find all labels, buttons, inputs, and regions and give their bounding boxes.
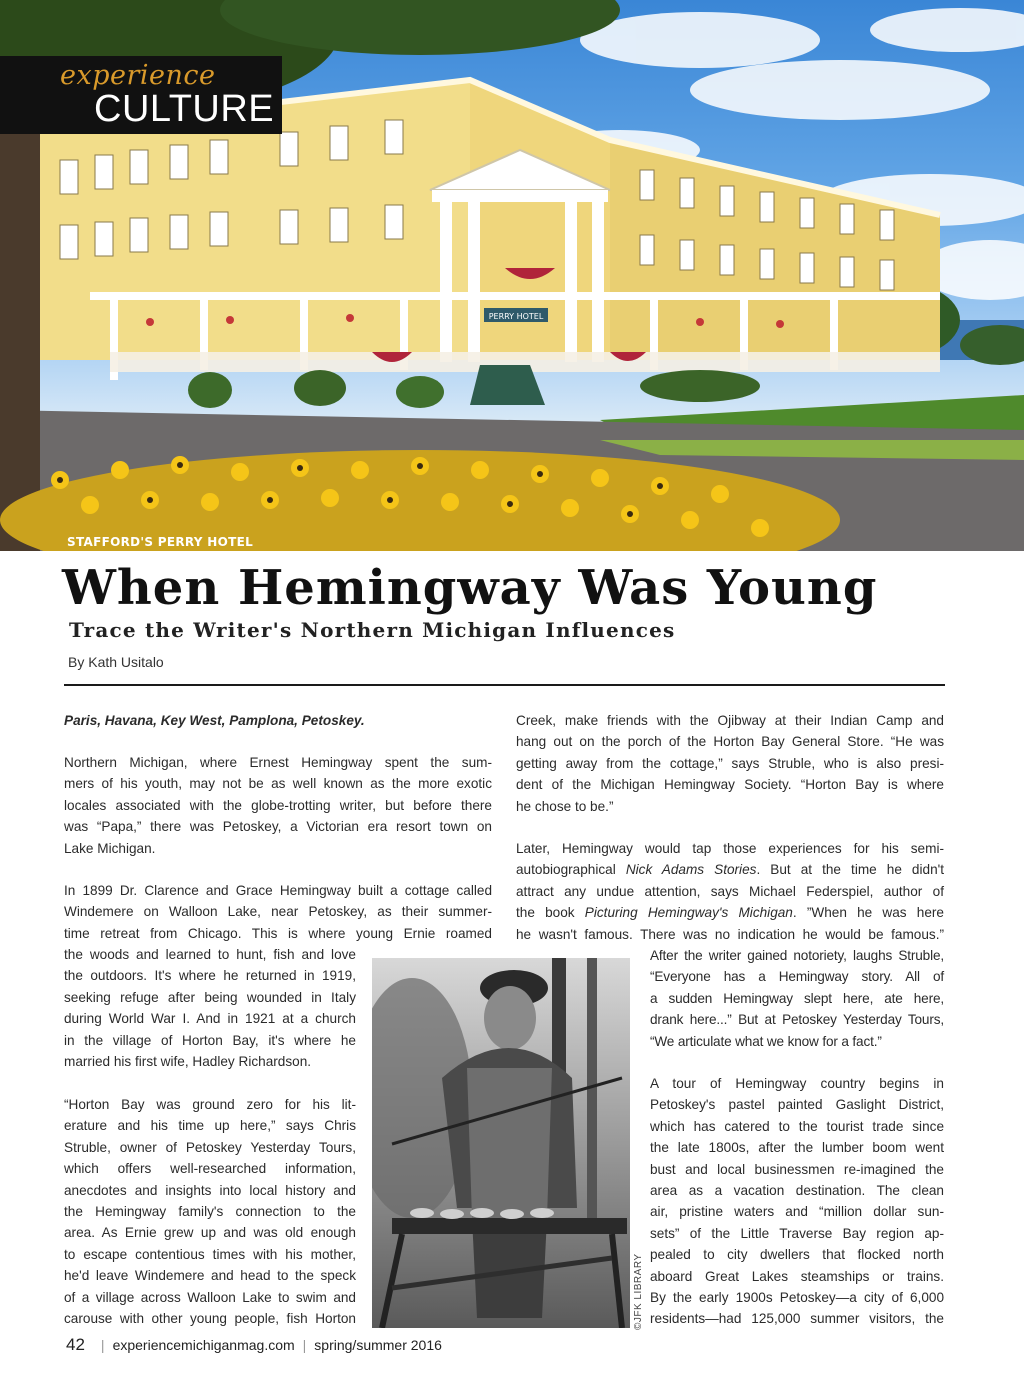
book-title: Nick Adams Stories bbox=[625, 862, 757, 878]
text-line: he'd leave Windemere and head to the speck bbox=[64, 1268, 356, 1284]
text-line: Creek, make friends with the Ojibway at their Indian Camp and bbox=[516, 713, 944, 728]
kicker-script: experience bbox=[60, 60, 216, 91]
text-line: “We articulate what we know for a fact.” bbox=[650, 1033, 882, 1049]
text-run: . ”When he was here bbox=[792, 905, 944, 921]
text-line: in the village of Horton Bay, it's where he bbox=[64, 1032, 356, 1048]
book-title: Picturing Hemingway's Michigan bbox=[584, 905, 793, 921]
text-line: Windemere on Walloon Lake, near Petoskey, as their summer- bbox=[64, 904, 492, 920]
text-run: . But at the time he didn't bbox=[756, 862, 944, 878]
col2-paragraph-1 bbox=[516, 710, 944, 817]
footer-divider: | bbox=[100, 1337, 105, 1353]
photo-caption: STAFFORD'S PERRY HOTEL bbox=[67, 535, 254, 549]
text-line: anecdotes and insights into local history and bbox=[64, 1182, 356, 1198]
text-line: drank here...” But at Petoskey Yesterday Tours, bbox=[650, 1012, 944, 1028]
text-line: dent of the Michigan Hemingway Society. “Horton Bay is where bbox=[516, 777, 944, 793]
footer-issue: spring/summer 2016 bbox=[314, 1337, 442, 1353]
hero-photo bbox=[0, 0, 1024, 551]
text-line: the late 1800s, after the lumber boom went bbox=[650, 1140, 944, 1156]
article-subtitle: Trace the Writer's Northern Michigan Influences bbox=[69, 618, 676, 642]
text-line: the woods and learned to hunt, fish and love bbox=[64, 947, 356, 962]
col1-paragraph-2-wrap bbox=[64, 944, 356, 1072]
text-line: Struble, owner of Petoskey Yesterday Tours, bbox=[64, 1139, 356, 1155]
text-line: “Everyone has a Hemingway story. All of bbox=[650, 969, 944, 985]
text-line: to escape contentious times with his mother, bbox=[64, 1246, 356, 1262]
text-line: Petoskey's pastel painted Gaslight District, bbox=[650, 1097, 944, 1113]
text-line: pealed to city dwellers that flocked north bbox=[650, 1247, 944, 1263]
title-rule bbox=[64, 684, 945, 686]
footer-divider: | bbox=[302, 1337, 307, 1353]
article-title: When Hemingway Was Young bbox=[62, 560, 878, 616]
text-line: the Hemingway family's connection to the bbox=[64, 1204, 356, 1220]
text-line: which has catered to the tourist trade since bbox=[650, 1118, 944, 1134]
text-line: was “Papa,” there was Petoskey, a Victorian era resort town on bbox=[64, 819, 492, 835]
text-line: By the early 1900s Petoskey—a city of 6,000 bbox=[650, 1290, 944, 1306]
kicker-word: CULTURE bbox=[94, 88, 275, 130]
text-line: After the writer gained notoriety, laughs Struble, bbox=[650, 948, 944, 963]
text-line: air, pristine waters and “million dollar sun- bbox=[650, 1204, 944, 1220]
text-line: attract any undue attention, says Michael Federspiel, author of bbox=[516, 883, 944, 899]
text-line: during World War I. And in 1921 at a church bbox=[64, 1011, 356, 1027]
text-line bbox=[516, 902, 944, 923]
text-line: Lake Michigan. bbox=[64, 840, 156, 856]
text-line: carouse with other young people, fish Horton bbox=[64, 1311, 356, 1327]
text-line bbox=[516, 859, 944, 880]
text-line: locales associated with the globe-trotting writer, but before there bbox=[64, 797, 492, 813]
footer-site: experiencemichiganmag.com bbox=[112, 1337, 295, 1353]
text-line: the outdoors. It's where he returned in 1919, bbox=[64, 968, 356, 984]
col1-paragraph-1 bbox=[64, 752, 492, 859]
text-line: sets” of the Little Traverse Bay region ap- bbox=[650, 1225, 944, 1241]
col1-paragraph-2 bbox=[64, 880, 492, 944]
text-line: seeking refuge after being wounded in Italy bbox=[64, 989, 356, 1005]
col1-paragraph-3 bbox=[64, 1094, 356, 1329]
text-line: he chose to be.” bbox=[516, 798, 614, 814]
text-line: mers of his youth, may not be as well known as the more exotic bbox=[64, 776, 492, 792]
text-line: In 1899 Dr. Clarence and Grace Hemingway built a cottage called bbox=[64, 883, 492, 898]
text-run: the book bbox=[516, 905, 585, 921]
page-footer bbox=[66, 1335, 442, 1355]
text-line: of a village across Walloon Lake to swim and bbox=[64, 1289, 356, 1305]
text-line: he wasn't famous. There was no indication he would be famous.” bbox=[516, 926, 944, 942]
col2-paragraph-2-wrap bbox=[650, 945, 944, 1052]
text-line: area. As Ernie grew up and was old enough bbox=[64, 1225, 356, 1241]
col2-paragraph-2 bbox=[516, 838, 944, 945]
text-line: a sudden Hemingway slept here, ate here, bbox=[650, 990, 944, 1006]
section-kicker bbox=[0, 56, 282, 134]
text-line: bust and local businessmen re-imagined the bbox=[650, 1161, 944, 1177]
text-line: A tour of Hemingway country begins in bbox=[650, 1076, 944, 1091]
col2-paragraph-3 bbox=[650, 1073, 944, 1330]
page-number: 42 bbox=[66, 1335, 85, 1354]
text-line: residents—had 125,000 summer visitors, the bbox=[650, 1311, 944, 1327]
lede: Paris, Havana, Key West, Pamplona, Petoskey. bbox=[64, 713, 365, 728]
text-line: erature and his time up here,” says Chris bbox=[64, 1118, 356, 1134]
text-line: area as a vacation destination. The clean bbox=[650, 1183, 944, 1199]
hemingway-fishing-illustration bbox=[372, 958, 630, 1328]
text-line: time retreat from Chicago. This is where young Ernie roamed bbox=[64, 925, 492, 941]
text-line: Later, Hemingway would tap those experiences for his semi- bbox=[516, 841, 944, 856]
text-line: married his first wife, Hadley Richardson. bbox=[64, 1054, 312, 1070]
byline: By Kath Usitalo bbox=[68, 654, 164, 670]
hemingway-photo bbox=[372, 958, 630, 1328]
photo-credit: ©JFK LIBRARY bbox=[633, 1253, 644, 1330]
text-line: Northern Michigan, where Ernest Hemingway spent the sum- bbox=[64, 755, 492, 770]
text-line: aboard Great Lakes steamships or trains. bbox=[650, 1268, 944, 1284]
text-line: hang out on the porch of the Horton Bay General Store. “He was bbox=[516, 734, 944, 750]
text-run: autobiographical bbox=[516, 862, 626, 878]
text-line: which offers well-researched information, bbox=[64, 1161, 356, 1177]
text-line: getting away from the cottage,” says Struble, who is also presi- bbox=[516, 755, 944, 771]
text-line: “Horton Bay was ground zero for his lit- bbox=[64, 1097, 356, 1112]
hotel-sign-text: PERRY HOTEL bbox=[488, 312, 544, 321]
